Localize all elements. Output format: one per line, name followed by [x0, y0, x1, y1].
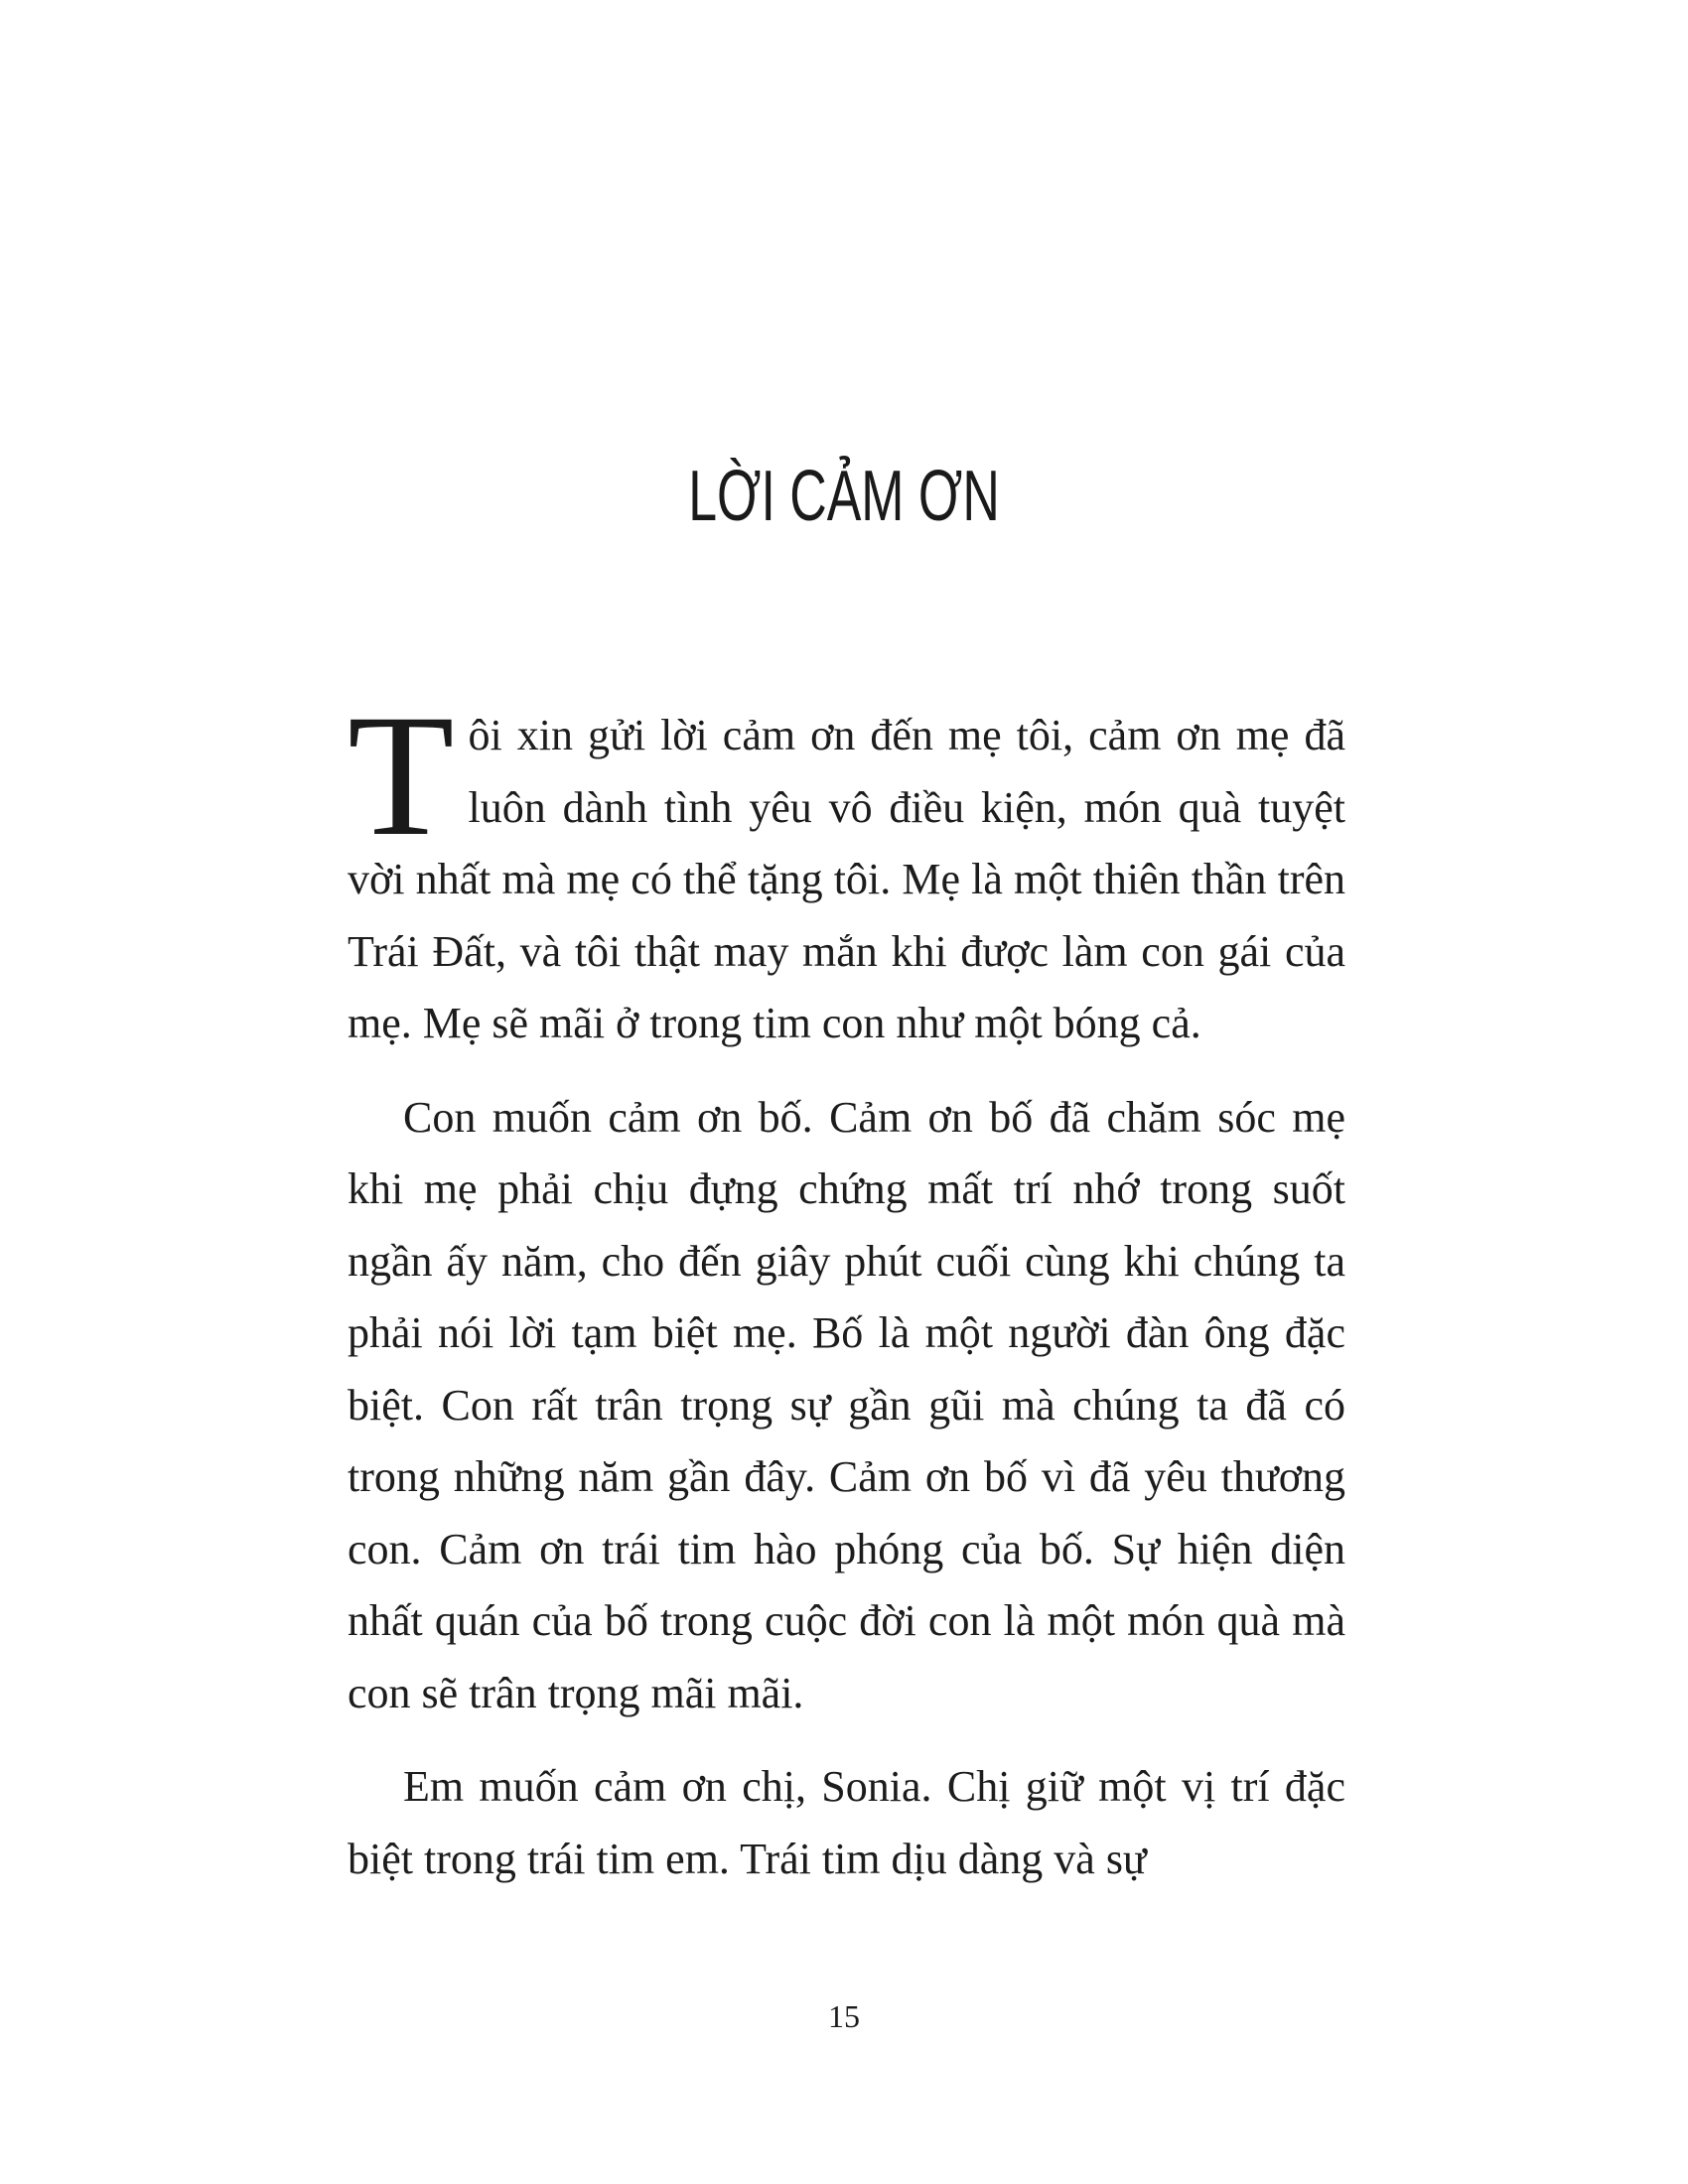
paragraph-1 [348, 679, 1345, 1060]
paragraph-2: Con muốn cảm ơn bố. Cảm ơn bố đã chăm sóc mẹ khi mẹ phải chịu đựng chứng mất trí nhớ trong suốt ngần ấy năm, cho đến giây phút cuối cùng khi chúng ta phải nói lời tạm biệt mẹ. Bố là một người đàn ông đặc biệt. Con rất trân trọng sự gần gũi mà chúng ta đã có trong những năm gần đây. Cảm ơn bố vì đã yêu thương con. Cảm ơn trái tim hào phóng của bố. Sự hiện diện nhất quán của bố trong cuộc đời con là một món quà mà con sẽ trân trọng mãi mãi. [348, 1092, 1345, 1717]
page-number: 15 [828, 1998, 860, 2034]
paragraph-1-text: ôi xin gửi lời cảm ơn đến mẹ tôi, cảm ơn mẹ đã luôn dành tình yêu vô điều kiện, món quà tuyệt vời nhất mà mẹ có thể tặng tôi. Mẹ là một thiên thần trên Trái Đất, và tôi thật may mắn khi được làm con gái của mẹ. Mẹ sẽ mãi ở trong tim con như một bóng cả. [348, 711, 1345, 1047]
body-text [348, 679, 1345, 1917]
paragraph-3: Em muốn cảm ơn chị, Sonia. Chị giữ một vị trí đặc biệt trong trái tim em. Trái tim dịu dàng và sự [348, 1762, 1345, 1883]
drop-cap-letter: T [348, 679, 455, 873]
chapter-title: LỜI CẢM ƠN [688, 457, 1000, 536]
